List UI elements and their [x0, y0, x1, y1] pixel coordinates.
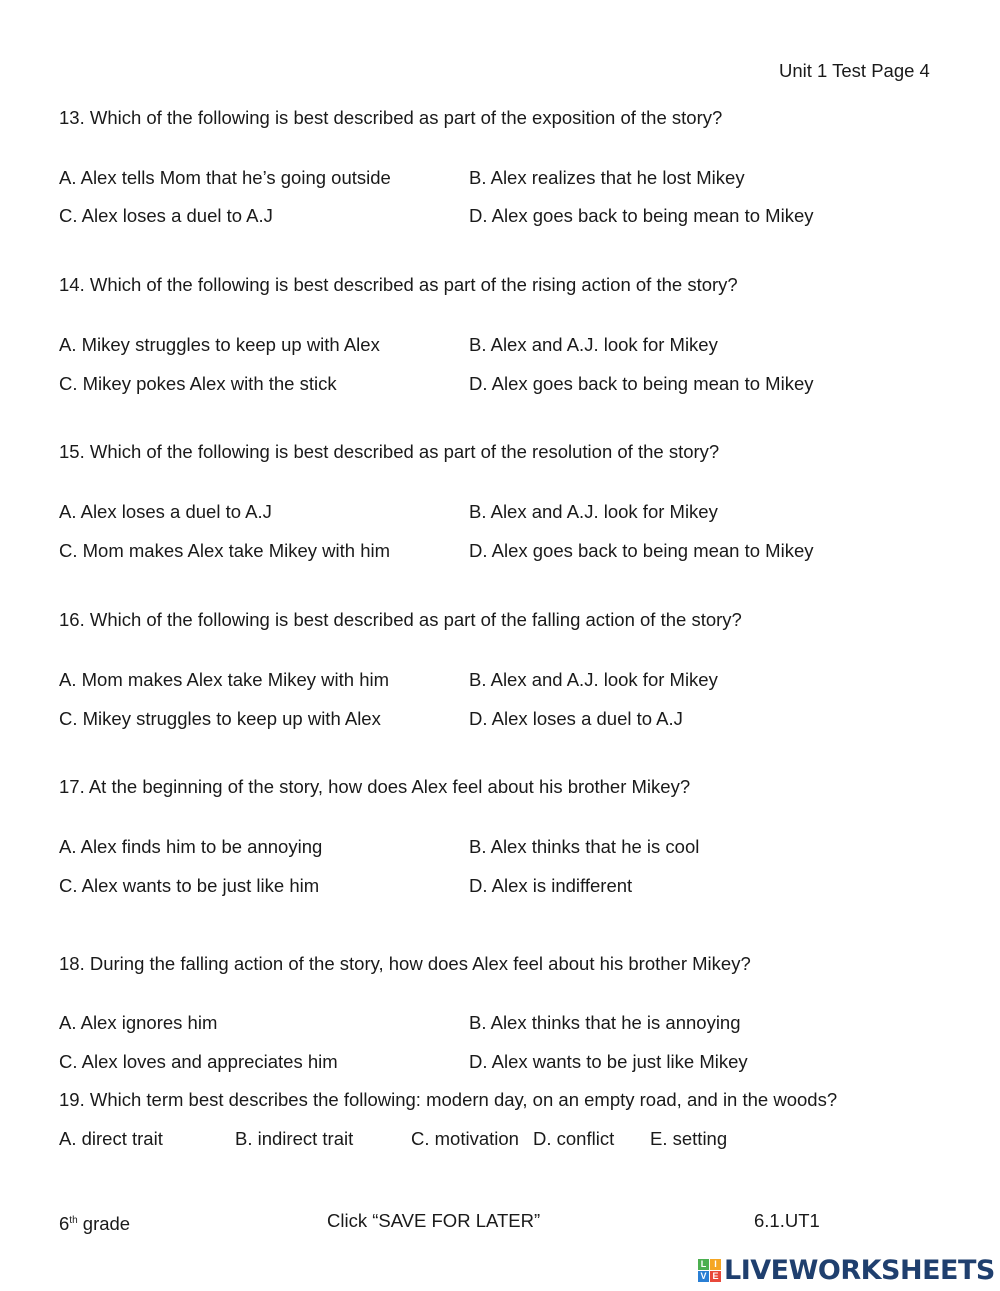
logo-mark-icon [698, 1259, 721, 1282]
question-19-option-b[interactable]: B. indirect trait [235, 1128, 354, 1149]
page-label: Unit 1 Test Page 4 [779, 60, 930, 81]
question-15-option-b[interactable]: B. Alex and A.J. look for Mikey [469, 501, 718, 522]
question-13-option-d[interactable]: D. Alex goes back to being mean to Mikey [469, 205, 814, 226]
question-16-prompt: 16. Which of the following is best described as part of the falling action of the story? [59, 609, 742, 630]
logo-mark-letter: L [698, 1259, 709, 1270]
question-19-option-a[interactable]: A. direct trait [59, 1128, 163, 1149]
question-16-option-d[interactable]: D. Alex loses a duel to A.J [469, 708, 683, 729]
question-14-option-b[interactable]: B. Alex and A.J. look for Mikey [469, 334, 718, 355]
question-18-prompt: 18. During the falling action of the story, how does Alex feel about his brother Mikey? [59, 953, 751, 974]
footer-code: 6.1.UT1 [754, 1210, 820, 1231]
logo-mark-letter: V [698, 1271, 709, 1282]
question-15-prompt: 15. Which of the following is best described as part of the resolution of the story? [59, 441, 720, 462]
question-18-option-d[interactable]: D. Alex wants to be just like Mikey [469, 1051, 748, 1072]
question-18-option-c[interactable]: C. Alex loves and appreciates him [59, 1051, 338, 1072]
footer-instruction: Click “SAVE FOR LATER” [327, 1210, 541, 1231]
grade-number: 6 [59, 1213, 70, 1235]
question-17-option-b[interactable]: B. Alex thinks that he is cool [469, 836, 700, 857]
question-18-option-b[interactable]: B. Alex thinks that he is annoying [469, 1012, 741, 1033]
question-19-option-c[interactable]: C. motivation [411, 1128, 519, 1149]
grade-suffix: th [69, 1215, 78, 1226]
question-17-prompt: 17. At the beginning of the story, how does Alex feel about his brother Mikey? [59, 776, 691, 797]
grade-word: grade [77, 1213, 131, 1235]
question-16-option-a[interactable]: A. Mom makes Alex take Mikey with him [59, 669, 390, 690]
question-15-option-c[interactable]: C. Mom makes Alex take Mikey with him [59, 540, 391, 561]
question-19-prompt: 19. Which term best describes the following: modern day, on an empty road, and in the woods? [59, 1089, 838, 1110]
question-17-option-a[interactable]: A. Alex finds him to be annoying [59, 836, 323, 857]
question-19-option-d[interactable]: D. conflict [533, 1128, 615, 1149]
footer-grade [59, 1210, 130, 1235]
question-13-prompt: 13. Which of the following is best described as part of the exposition of the story? [59, 107, 723, 128]
question-14-prompt: 14. Which of the following is best described as part of the rising action of the story? [59, 274, 738, 295]
question-17-option-d[interactable]: D. Alex is indifferent [469, 875, 633, 896]
question-15-option-d[interactable]: D. Alex goes back to being mean to Mikey [469, 540, 814, 561]
question-14-option-c[interactable]: C. Mikey pokes Alex with the stick [59, 373, 337, 394]
question-16-option-c[interactable]: C. Mikey struggles to keep up with Alex [59, 708, 381, 729]
question-17-option-c[interactable]: C. Alex wants to be just like him [59, 875, 320, 896]
question-15-option-a[interactable]: A. Alex loses a duel to A.J [59, 501, 272, 522]
question-19-option-e[interactable]: E. setting [650, 1128, 728, 1149]
question-13-option-c[interactable]: C. Alex loses a duel to A.J [59, 205, 273, 226]
logo-mark-letter: E [710, 1271, 721, 1282]
logo-mark-letter: I [710, 1259, 721, 1270]
question-13-option-a[interactable]: A. Alex tells Mom that he’s going outside [59, 167, 391, 188]
logo-text: LIVEWORKSHEETS [724, 1255, 995, 1286]
question-18-option-a[interactable]: A. Alex ignores him [59, 1012, 218, 1033]
liveworksheets-logo [698, 1255, 995, 1286]
question-13-option-b[interactable]: B. Alex realizes that he lost Mikey [469, 167, 745, 188]
question-14-option-a[interactable]: A. Mikey struggles to keep up with Alex [59, 334, 380, 355]
question-14-option-d[interactable]: D. Alex goes back to being mean to Mikey [469, 373, 814, 394]
question-16-option-b[interactable]: B. Alex and A.J. look for Mikey [469, 669, 718, 690]
